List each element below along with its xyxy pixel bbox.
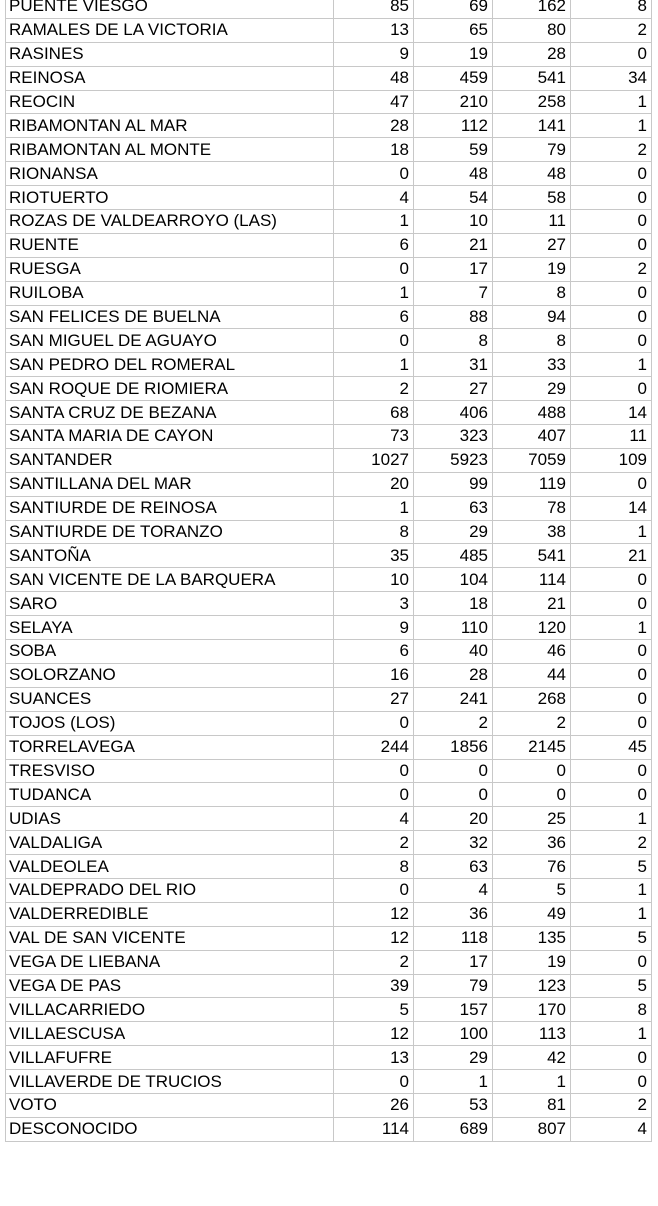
table-row (6, 998, 652, 1022)
table-row (6, 783, 652, 807)
value-cell-3[interactable]: 0 (493, 783, 571, 807)
municipality-cell[interactable]: VEGA DE PAS (6, 974, 334, 998)
value-cell-3[interactable]: 19 (493, 950, 571, 974)
value-cell-3[interactable]: 807 (493, 1117, 571, 1141)
value-cell-2[interactable]: 1856 (414, 735, 493, 759)
table-row (6, 1117, 652, 1141)
value-cell-3[interactable]: 25 (493, 807, 571, 831)
value-cell-1[interactable]: 0 (334, 162, 414, 186)
value-cell-2[interactable]: 29 (414, 1046, 493, 1070)
value-cell-2[interactable]: 99 (414, 472, 493, 496)
value-cell-4[interactable]: 1 (571, 1022, 652, 1046)
municipality-cell[interactable]: SARO (6, 592, 334, 616)
value-cell-3[interactable]: 11 (493, 210, 571, 234)
value-cell-1[interactable]: 10 (334, 568, 414, 592)
table-row (6, 687, 652, 711)
value-cell-1[interactable]: 1 (334, 281, 414, 305)
value-cell-3[interactable]: 119 (493, 472, 571, 496)
municipality-cell[interactable]: SOBA (6, 640, 334, 664)
value-cell-4[interactable]: 0 (571, 210, 652, 234)
value-cell-1[interactable]: 1 (334, 210, 414, 234)
table-row (6, 759, 652, 783)
value-cell-1[interactable]: 18 (334, 138, 414, 162)
table-row (6, 353, 652, 377)
table-row (6, 496, 652, 520)
table-row (6, 425, 652, 449)
value-cell-2[interactable]: 63 (414, 496, 493, 520)
value-cell-4[interactable]: 1 (571, 114, 652, 138)
value-cell-4[interactable]: 4 (571, 1117, 652, 1141)
value-cell-2[interactable]: 18 (414, 592, 493, 616)
table-row (6, 448, 652, 472)
table-row (6, 257, 652, 281)
value-cell-1[interactable]: 2 (334, 377, 414, 401)
value-cell-4[interactable]: 45 (571, 735, 652, 759)
value-cell-2[interactable]: 40 (414, 640, 493, 664)
value-cell-2[interactable]: 65 (414, 18, 493, 42)
value-cell-4[interactable]: 5 (571, 926, 652, 950)
value-cell-4[interactable]: 5 (571, 974, 652, 998)
value-cell-4[interactable]: 8 (571, 0, 652, 18)
value-cell-4[interactable]: 11 (571, 425, 652, 449)
value-cell-4[interactable]: 1 (571, 90, 652, 114)
value-cell-3[interactable]: 0 (493, 759, 571, 783)
table-row (6, 568, 652, 592)
value-cell-2[interactable]: 4 (414, 878, 493, 902)
value-cell-2[interactable]: 31 (414, 353, 493, 377)
municipality-cell[interactable]: TORRELAVEGA (6, 735, 334, 759)
value-cell-1[interactable]: 9 (334, 616, 414, 640)
value-cell-2[interactable]: 2 (414, 711, 493, 735)
table-body (6, 0, 652, 1141)
table-row (6, 831, 652, 855)
value-cell-1[interactable]: 85 (334, 0, 414, 18)
municipality-cell[interactable]: RUILOBA (6, 281, 334, 305)
value-cell-3[interactable]: 8 (493, 281, 571, 305)
municipality-cell[interactable]: SANTA MARIA DE CAYON (6, 425, 334, 449)
value-cell-3[interactable]: 2 (493, 711, 571, 735)
municipality-cell[interactable]: RIOTUERTO (6, 186, 334, 210)
value-cell-2[interactable]: 17 (414, 257, 493, 281)
value-cell-4[interactable]: 0 (571, 663, 652, 687)
value-cell-2[interactable]: 88 (414, 305, 493, 329)
value-cell-3[interactable]: 120 (493, 616, 571, 640)
municipality-cell[interactable]: RUENTE (6, 233, 334, 257)
value-cell-2[interactable]: 112 (414, 114, 493, 138)
value-cell-1[interactable]: 2 (334, 950, 414, 974)
table-row (6, 926, 652, 950)
value-cell-1[interactable]: 0 (334, 1070, 414, 1094)
table-row (6, 878, 652, 902)
table-row (6, 281, 652, 305)
value-cell-4[interactable]: 2 (571, 1093, 652, 1117)
value-cell-3[interactable]: 170 (493, 998, 571, 1022)
value-cell-1[interactable]: 0 (334, 257, 414, 281)
value-cell-1[interactable]: 13 (334, 1046, 414, 1070)
municipality-cell[interactable]: SOLORZANO (6, 663, 334, 687)
value-cell-2[interactable]: 19 (414, 42, 493, 66)
value-cell-1[interactable]: 39 (334, 974, 414, 998)
value-cell-1[interactable]: 28 (334, 114, 414, 138)
value-cell-4[interactable]: 0 (571, 329, 652, 353)
value-cell-1[interactable]: 9 (334, 42, 414, 66)
value-cell-4[interactable]: 0 (571, 281, 652, 305)
table-row (6, 186, 652, 210)
table-row (6, 66, 652, 90)
value-cell-1[interactable]: 26 (334, 1093, 414, 1117)
value-cell-2[interactable]: 32 (414, 831, 493, 855)
value-cell-4[interactable]: 14 (571, 496, 652, 520)
municipality-cell[interactable]: SELAYA (6, 616, 334, 640)
value-cell-4[interactable]: 0 (571, 592, 652, 616)
value-cell-2[interactable]: 63 (414, 855, 493, 879)
value-cell-4[interactable]: 0 (571, 42, 652, 66)
municipality-cell[interactable]: SAN FELICES DE BUELNA (6, 305, 334, 329)
municipality-cell[interactable]: VILLAESCUSA (6, 1022, 334, 1046)
value-cell-1[interactable]: 35 (334, 544, 414, 568)
value-cell-3[interactable]: 27 (493, 233, 571, 257)
value-cell-3[interactable]: 94 (493, 305, 571, 329)
value-cell-2[interactable]: 8 (414, 329, 493, 353)
value-cell-2[interactable]: 459 (414, 66, 493, 90)
municipality-cell[interactable]: REOCIN (6, 90, 334, 114)
value-cell-4[interactable]: 2 (571, 138, 652, 162)
value-cell-4[interactable]: 2 (571, 18, 652, 42)
municipality-cell[interactable]: SANTOÑA (6, 544, 334, 568)
municipality-cell[interactable]: RASINES (6, 42, 334, 66)
table-row (6, 592, 652, 616)
municipality-cell[interactable]: REINOSA (6, 66, 334, 90)
value-cell-1[interactable]: 6 (334, 233, 414, 257)
value-cell-4[interactable]: 0 (571, 162, 652, 186)
data-table (5, 0, 652, 1142)
value-cell-4[interactable]: 1 (571, 353, 652, 377)
value-cell-2[interactable]: 48 (414, 162, 493, 186)
value-cell-4[interactable]: 1 (571, 520, 652, 544)
value-cell-2[interactable]: 323 (414, 425, 493, 449)
municipality-cell[interactable]: VALDEOLEA (6, 855, 334, 879)
value-cell-3[interactable]: 81 (493, 1093, 571, 1117)
value-cell-4[interactable]: 1 (571, 807, 652, 831)
value-cell-2[interactable]: 5923 (414, 448, 493, 472)
value-cell-1[interactable]: 13 (334, 18, 414, 42)
value-cell-3[interactable]: 1 (493, 1070, 571, 1094)
value-cell-3[interactable]: 29 (493, 377, 571, 401)
value-cell-1[interactable]: 114 (334, 1117, 414, 1141)
value-cell-3[interactable]: 5 (493, 878, 571, 902)
value-cell-1[interactable]: 12 (334, 902, 414, 926)
table-row (6, 616, 652, 640)
value-cell-3[interactable]: 36 (493, 831, 571, 855)
value-cell-1[interactable]: 48 (334, 66, 414, 90)
table-row (6, 377, 652, 401)
value-cell-4[interactable]: 109 (571, 448, 652, 472)
municipality-cell[interactable]: TOJOS (LOS) (6, 711, 334, 735)
value-cell-4[interactable]: 0 (571, 472, 652, 496)
value-cell-1[interactable]: 73 (334, 425, 414, 449)
table-row (6, 42, 652, 66)
value-cell-4[interactable]: 0 (571, 640, 652, 664)
table-row (6, 0, 652, 18)
value-cell-1[interactable]: 12 (334, 926, 414, 950)
value-cell-2[interactable]: 20 (414, 807, 493, 831)
value-cell-2[interactable]: 110 (414, 616, 493, 640)
value-cell-2[interactable]: 241 (414, 687, 493, 711)
value-cell-1[interactable]: 0 (334, 329, 414, 353)
value-cell-4[interactable]: 0 (571, 759, 652, 783)
municipality-cell[interactable]: SANTILLANA DEL MAR (6, 472, 334, 496)
value-cell-2[interactable]: 79 (414, 974, 493, 998)
municipality-cell[interactable]: SUANCES (6, 687, 334, 711)
municipality-cell[interactable]: SANTIURDE DE REINOSA (6, 496, 334, 520)
value-cell-3[interactable]: 79 (493, 138, 571, 162)
table-row (6, 210, 652, 234)
value-cell-2[interactable]: 28 (414, 663, 493, 687)
value-cell-3[interactable]: 141 (493, 114, 571, 138)
municipality-cell[interactable]: SAN MIGUEL DE AGUAYO (6, 329, 334, 353)
value-cell-3[interactable]: 19 (493, 257, 571, 281)
value-cell-3[interactable]: 114 (493, 568, 571, 592)
table-row (6, 305, 652, 329)
value-cell-2[interactable]: 100 (414, 1022, 493, 1046)
value-cell-2[interactable]: 7 (414, 281, 493, 305)
value-cell-1[interactable]: 68 (334, 401, 414, 425)
table-row (6, 114, 652, 138)
municipality-cell[interactable]: SANTA CRUZ DE BEZANA (6, 401, 334, 425)
municipality-cell[interactable]: VOTO (6, 1093, 334, 1117)
value-cell-2[interactable]: 157 (414, 998, 493, 1022)
table-row (6, 138, 652, 162)
table-row (6, 544, 652, 568)
value-cell-4[interactable]: 0 (571, 568, 652, 592)
value-cell-2[interactable]: 210 (414, 90, 493, 114)
value-cell-3[interactable]: 113 (493, 1022, 571, 1046)
value-cell-2[interactable]: 0 (414, 759, 493, 783)
value-cell-4[interactable]: 8 (571, 998, 652, 1022)
value-cell-4[interactable]: 34 (571, 66, 652, 90)
value-cell-3[interactable]: 76 (493, 855, 571, 879)
value-cell-2[interactable]: 69 (414, 0, 493, 18)
value-cell-4[interactable]: 0 (571, 233, 652, 257)
value-cell-2[interactable]: 10 (414, 210, 493, 234)
municipality-cell[interactable]: VILLAVERDE DE TRUCIOS (6, 1070, 334, 1094)
municipality-cell[interactable]: VALDALIGA (6, 831, 334, 855)
value-cell-2[interactable]: 689 (414, 1117, 493, 1141)
municipality-cell[interactable]: SANTANDER (6, 448, 334, 472)
table-row (6, 735, 652, 759)
value-cell-1[interactable]: 0 (334, 711, 414, 735)
table-row (6, 233, 652, 257)
municipality-cell[interactable]: DESCONOCIDO (6, 1117, 334, 1141)
value-cell-2[interactable]: 54 (414, 186, 493, 210)
value-cell-3[interactable]: 488 (493, 401, 571, 425)
value-cell-3[interactable]: 8 (493, 329, 571, 353)
value-cell-1[interactable]: 8 (334, 520, 414, 544)
municipality-cell[interactable]: VILLAFUFRE (6, 1046, 334, 1070)
value-cell-3[interactable]: 38 (493, 520, 571, 544)
value-cell-1[interactable]: 2 (334, 831, 414, 855)
value-cell-2[interactable]: 17 (414, 950, 493, 974)
table-row (6, 18, 652, 42)
table-row (6, 329, 652, 353)
value-cell-3[interactable]: 42 (493, 1046, 571, 1070)
value-cell-3[interactable]: 78 (493, 496, 571, 520)
value-cell-3[interactable]: 58 (493, 186, 571, 210)
value-cell-3[interactable]: 162 (493, 0, 571, 18)
value-cell-2[interactable]: 36 (414, 902, 493, 926)
value-cell-1[interactable]: 27 (334, 687, 414, 711)
table-row (6, 974, 652, 998)
value-cell-2[interactable]: 1 (414, 1070, 493, 1094)
table-row (6, 640, 652, 664)
value-cell-2[interactable]: 53 (414, 1093, 493, 1117)
table-row (6, 90, 652, 114)
value-cell-3[interactable]: 2145 (493, 735, 571, 759)
value-cell-1[interactable]: 8 (334, 855, 414, 879)
table-row (6, 1070, 652, 1094)
table-row (6, 711, 652, 735)
municipality-cell[interactable]: TRESVISO (6, 759, 334, 783)
value-cell-4[interactable]: 0 (571, 950, 652, 974)
value-cell-1[interactable]: 5 (334, 998, 414, 1022)
value-cell-2[interactable]: 485 (414, 544, 493, 568)
municipality-cell[interactable]: VILLACARRIEDO (6, 998, 334, 1022)
value-cell-3[interactable]: 49 (493, 902, 571, 926)
value-cell-4[interactable]: 0 (571, 1070, 652, 1094)
value-cell-1[interactable]: 1 (334, 496, 414, 520)
table-row (6, 472, 652, 496)
value-cell-3[interactable]: 28 (493, 42, 571, 66)
value-cell-1[interactable]: 3 (334, 592, 414, 616)
value-cell-4[interactable]: 0 (571, 687, 652, 711)
table-row (6, 401, 652, 425)
municipality-cell[interactable]: RAMALES DE LA VICTORIA (6, 18, 334, 42)
value-cell-3[interactable]: 48 (493, 162, 571, 186)
value-cell-3[interactable]: 80 (493, 18, 571, 42)
value-cell-3[interactable]: 33 (493, 353, 571, 377)
value-cell-1[interactable]: 16 (334, 663, 414, 687)
value-cell-2[interactable]: 0 (414, 783, 493, 807)
municipality-cell[interactable]: RIBAMONTAN AL MONTE (6, 138, 334, 162)
value-cell-2[interactable]: 21 (414, 233, 493, 257)
value-cell-2[interactable]: 59 (414, 138, 493, 162)
value-cell-1[interactable]: 4 (334, 186, 414, 210)
value-cell-2[interactable]: 118 (414, 926, 493, 950)
municipality-cell[interactable]: SAN VICENTE DE LA BARQUERA (6, 568, 334, 592)
municipality-cell[interactable]: RUESGA (6, 257, 334, 281)
value-cell-1[interactable]: 6 (334, 305, 414, 329)
table-row (6, 807, 652, 831)
table-row (6, 1046, 652, 1070)
table-row (6, 855, 652, 879)
value-cell-1[interactable]: 0 (334, 878, 414, 902)
table-row (6, 663, 652, 687)
value-cell-1[interactable]: 6 (334, 640, 414, 664)
value-cell-2[interactable]: 29 (414, 520, 493, 544)
municipality-cell[interactable]: VAL DE SAN VICENTE (6, 926, 334, 950)
value-cell-1[interactable]: 47 (334, 90, 414, 114)
value-cell-4[interactable]: 1 (571, 616, 652, 640)
table-row (6, 902, 652, 926)
value-cell-4[interactable]: 14 (571, 401, 652, 425)
value-cell-1[interactable]: 1 (334, 353, 414, 377)
value-cell-3[interactable]: 44 (493, 663, 571, 687)
value-cell-4[interactable]: 0 (571, 377, 652, 401)
value-cell-1[interactable]: 4 (334, 807, 414, 831)
value-cell-4[interactable]: 5 (571, 855, 652, 879)
value-cell-4[interactable]: 2 (571, 831, 652, 855)
municipality-cell[interactable]: ROZAS DE VALDEARROYO (LAS) (6, 210, 334, 234)
value-cell-3[interactable]: 407 (493, 425, 571, 449)
value-cell-3[interactable]: 46 (493, 640, 571, 664)
value-cell-3[interactable]: 21 (493, 592, 571, 616)
table-row (6, 1022, 652, 1046)
value-cell-3[interactable]: 123 (493, 974, 571, 998)
municipality-cell[interactable]: SAN ROQUE DE RIOMIERA (6, 377, 334, 401)
municipality-cell[interactable]: TUDANCA (6, 783, 334, 807)
value-cell-4[interactable]: 0 (571, 186, 652, 210)
value-cell-4[interactable]: 1 (571, 878, 652, 902)
value-cell-1[interactable]: 0 (334, 783, 414, 807)
value-cell-3[interactable]: 541 (493, 544, 571, 568)
table-row (6, 1093, 652, 1117)
value-cell-3[interactable]: 7059 (493, 448, 571, 472)
value-cell-4[interactable]: 2 (571, 257, 652, 281)
table-row (6, 520, 652, 544)
municipality-cell[interactable]: SAN PEDRO DEL ROMERAL (6, 353, 334, 377)
municipality-cell[interactable]: VALDERREDIBLE (6, 902, 334, 926)
value-cell-4[interactable]: 0 (571, 305, 652, 329)
value-cell-3[interactable]: 541 (493, 66, 571, 90)
municipality-cell[interactable]: VEGA DE LIEBANA (6, 950, 334, 974)
value-cell-1[interactable]: 1027 (334, 448, 414, 472)
value-cell-3[interactable]: 268 (493, 687, 571, 711)
municipality-cell[interactable]: RIONANSA (6, 162, 334, 186)
value-cell-2[interactable]: 27 (414, 377, 493, 401)
municipality-cell[interactable]: SANTIURDE DE TORANZO (6, 520, 334, 544)
value-cell-3[interactable]: 135 (493, 926, 571, 950)
value-cell-1[interactable]: 244 (334, 735, 414, 759)
value-cell-4[interactable]: 0 (571, 1046, 652, 1070)
municipality-cell[interactable]: PUENTE VIESGO (6, 0, 334, 18)
municipality-cell[interactable]: UDIAS (6, 807, 334, 831)
value-cell-4[interactable]: 1 (571, 902, 652, 926)
municipality-cell[interactable]: RIBAMONTAN AL MAR (6, 114, 334, 138)
value-cell-1[interactable]: 0 (334, 759, 414, 783)
value-cell-1[interactable]: 20 (334, 472, 414, 496)
value-cell-2[interactable]: 104 (414, 568, 493, 592)
value-cell-1[interactable]: 12 (334, 1022, 414, 1046)
table-row (6, 950, 652, 974)
table-row (6, 162, 652, 186)
value-cell-2[interactable]: 406 (414, 401, 493, 425)
municipality-cell[interactable]: VALDEPRADO DEL RIO (6, 878, 334, 902)
value-cell-4[interactable]: 0 (571, 711, 652, 735)
value-cell-4[interactable]: 21 (571, 544, 652, 568)
value-cell-3[interactable]: 258 (493, 90, 571, 114)
value-cell-4[interactable]: 0 (571, 783, 652, 807)
